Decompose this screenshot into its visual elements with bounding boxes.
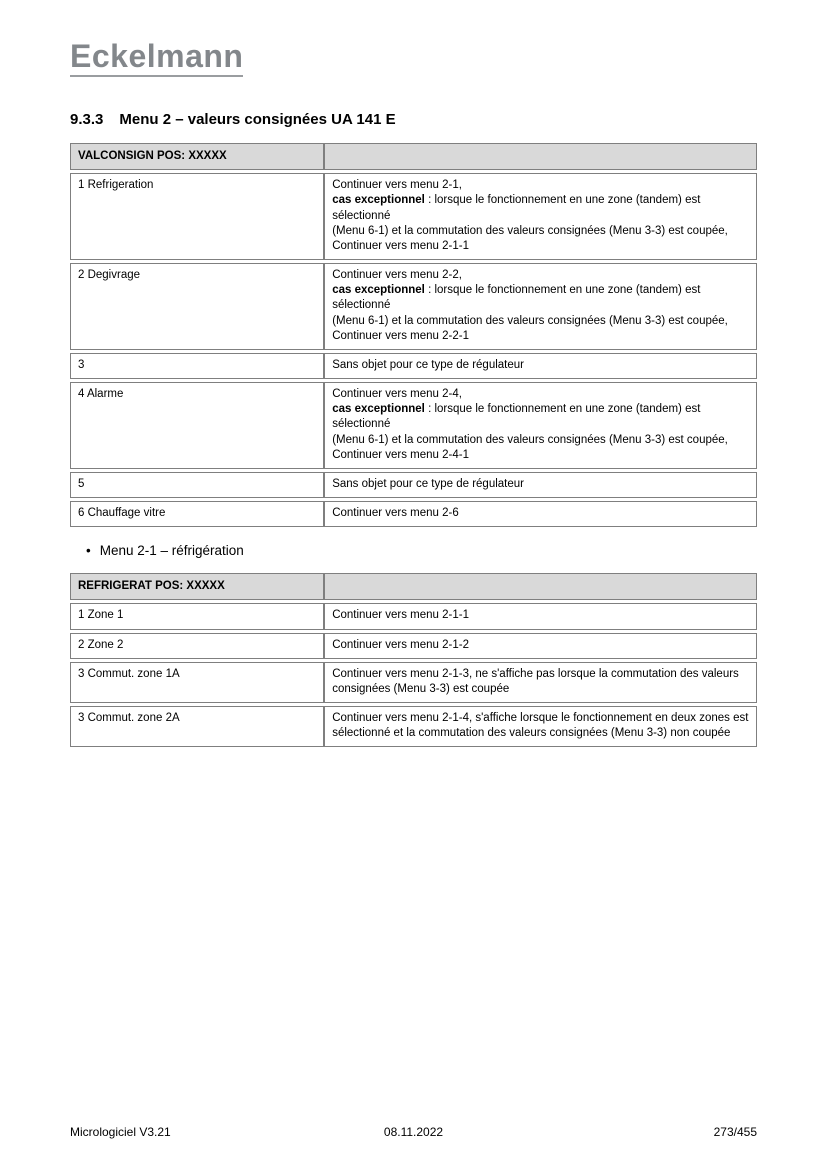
table-row [70, 263, 757, 350]
menu-description-cell [324, 353, 757, 379]
menu-item-cell: 3 Commut. zone 2A [70, 706, 324, 747]
table-header-row [70, 143, 757, 170]
menu-item-cell: 3 [70, 353, 324, 379]
table-header-spacer [324, 573, 757, 600]
description-line: Continuer vers menu 2-6 [332, 507, 459, 520]
table-row [70, 706, 757, 747]
table-header-row [70, 573, 757, 600]
description-line: Continuer vers menu 2-1, [332, 179, 462, 192]
table-row [70, 662, 757, 703]
description-line: (Menu 6-1) et la commutation des valeurs consignées (Menu 3-3) est coupée, [332, 224, 728, 237]
description-line: Continuer vers menu 2-1-1 [332, 609, 469, 622]
bullet-label: Menu 2-1 – réfrigération [99, 543, 244, 559]
description-line: Continuer vers menu 2-1-3, ne s'affiche pas lorsque la commutation des valeurs consignées (Menu 3-3) est coupée [332, 667, 739, 695]
table-row [70, 173, 757, 260]
eckelmann-logo [70, 40, 757, 77]
menu-item-cell: 2 Zone 2 [70, 633, 324, 659]
page-footer [70, 1125, 757, 1139]
menu-item-cell: 2 Degivrage [70, 263, 324, 350]
menu-description-cell [324, 382, 757, 469]
section-heading [70, 111, 757, 128]
menu-item-cell: 1 Refrigeration [70, 173, 324, 260]
footer-version: Micrologiciel V3.21 [70, 1125, 171, 1139]
table-row [70, 353, 757, 379]
menu-description-cell [324, 706, 757, 747]
menu-description-cell [324, 263, 757, 350]
description-line: cas exceptionnel : lorsque le fonctionnement en une zone (tandem) est sélectionné [332, 403, 701, 431]
section-title: Menu 2 – valeurs consignées UA 141 E [119, 111, 396, 128]
description-line: (Menu 6-1) et la commutation des valeurs consignées (Menu 3-3) est coupée, [332, 433, 728, 446]
table-header-title: REFRIGERAT POS: XXXXX [70, 573, 324, 600]
menu-description-cell [324, 603, 757, 629]
logo-text: Eckelmann [70, 40, 243, 77]
description-line: cas exceptionnel : lorsque le fonctionnement en une zone (tandem) est sélectionné [332, 194, 701, 222]
table-row [70, 633, 757, 659]
menu-item-cell: 1 Zone 1 [70, 603, 324, 629]
description-line: Sans objet pour ce type de régulateur [332, 477, 524, 490]
description-line: Continuer vers menu 2-4, [332, 388, 462, 401]
description-line: Continuer vers menu 2-1-2 [332, 638, 469, 651]
footer-page-number: 273/455 [713, 1125, 757, 1139]
description-line: Sans objet pour ce type de régulateur [332, 358, 524, 371]
section-number: 9.3.3 [70, 111, 104, 128]
table-row [70, 501, 757, 527]
menu-item-cell: 4 Alarme [70, 382, 324, 469]
description-line: Continuer vers menu 2-2-1 [332, 329, 469, 342]
menu-description-cell [324, 501, 757, 527]
table-refrigerat [70, 570, 757, 750]
menu-item-cell: 3 Commut. zone 1A [70, 662, 324, 703]
table-header-spacer [324, 143, 757, 170]
menu-description-cell [324, 472, 757, 498]
table-row [70, 382, 757, 469]
table-row [70, 472, 757, 498]
description-line: (Menu 6-1) et la commutation des valeurs consignées (Menu 3-3) est coupée, [332, 314, 728, 327]
footer-date: 08.11.2022 [383, 1125, 444, 1139]
menu-item-cell: 6 Chauffage vitre [70, 501, 324, 527]
description-line: Continuer vers menu 2-4-1 [332, 448, 469, 461]
description-line: Continuer vers menu 2-2, [332, 269, 462, 282]
bullet-item [86, 543, 757, 558]
table-header-title: VALCONSIGN POS: XXXXX [70, 143, 324, 170]
description-line: Continuer vers menu 2-1-4, s'affiche lorsque le fonctionnement en deux zones est sélectionné et la commutation des valeurs consignées (Menu 3-3) non coupée [332, 712, 749, 740]
menu-description-cell [324, 633, 757, 659]
table-valconsign [70, 140, 757, 530]
bullet-icon: • [86, 543, 91, 559]
menu-item-cell: 5 [70, 472, 324, 498]
menu-description-cell [324, 173, 757, 260]
description-line: cas exceptionnel : lorsque le fonctionnement en une zone (tandem) est sélectionné [332, 284, 701, 312]
description-line: Continuer vers menu 2-1-1 [332, 239, 469, 252]
table-row [70, 603, 757, 629]
menu-description-cell [324, 662, 757, 703]
